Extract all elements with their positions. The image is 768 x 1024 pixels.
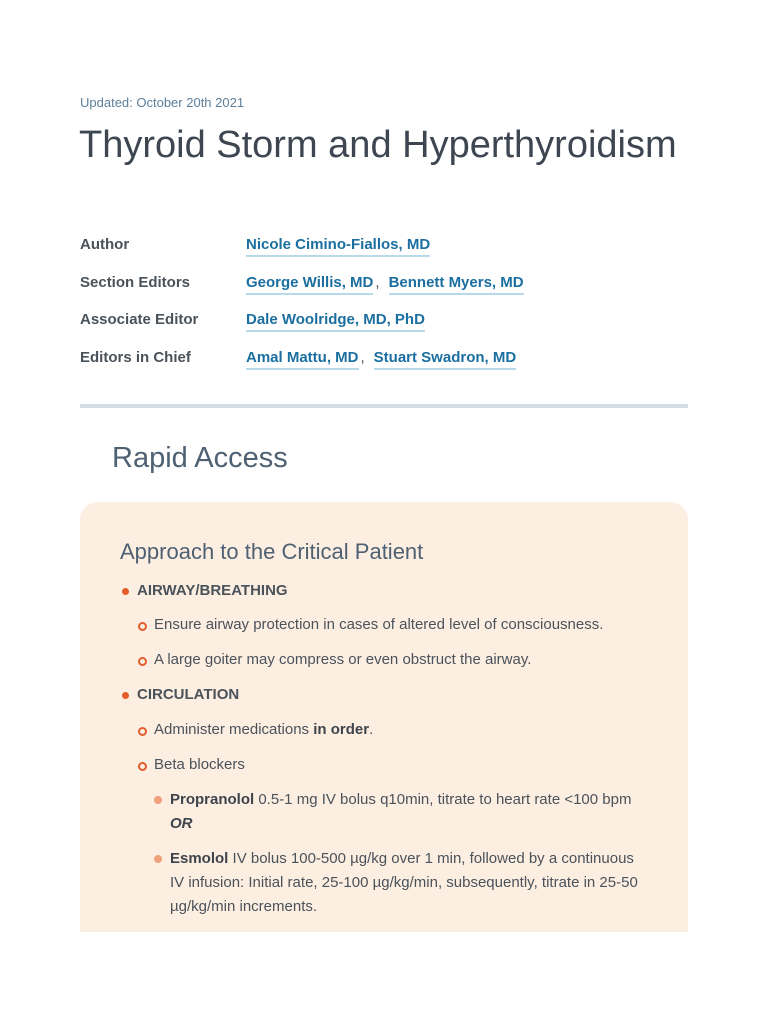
credit-names [246,311,425,328]
list-item-text: IV bolus 100-500 µg/kg over 1 min, followed by a continuous IV infusion: Initial rate, 25-100 µg/kg/min, subsequently, titrate in 25-50 µg/kg/min increments. [170,850,638,915]
editor-in-chief-link[interactable]: Amal Mattu, MD [246,349,359,370]
credit-row-editors-in-chief [80,349,688,387]
emphasis-text: in order [313,721,370,738]
associate-editor-link[interactable]: Dale Woolridge, MD, PhD [246,311,425,332]
bullet-ring-icon [138,622,147,631]
bullet-dot-icon [122,692,129,699]
emphasis-text: OR [170,815,193,832]
bullet-ring-icon [138,762,147,771]
list-item-label: AIRWAY/BREATHING [137,582,288,599]
credit-label: Editors in Chief [80,349,191,367]
credit-names [246,349,516,366]
credit-row-author [80,236,688,274]
credit-label: Section Editors [80,273,191,291]
list-item-text: Ensure airway protection in cases of altered level of consciousness. [154,616,604,633]
drug-name: Propranolol [170,791,255,808]
list-item-text: . [369,721,374,738]
credit-names [246,236,430,253]
credit-label: Associate Editor [80,311,199,329]
list-item-esmolol [170,847,640,919]
list-item-circulation [137,683,657,707]
list-item-text: Beta blockers [154,756,245,773]
card-title: Approach to the Critical Patient [120,539,424,564]
list-item [154,718,664,742]
author-link[interactable]: Nicole Cimino-Fiallos, MD [246,236,430,257]
editor-in-chief-link[interactable]: Stuart Swadron, MD [374,349,517,370]
bullet-ring-icon [138,727,147,736]
bullet-dot-icon [154,855,162,863]
name-separator: , [375,273,380,291]
bullet-ring-icon [138,657,147,666]
list-item-text: A large goiter may compress or even obstruct the airway. [154,651,532,668]
list-item [154,648,664,672]
list-item-text: Administer medications [154,721,314,738]
credits-table [80,236,688,387]
bullet-dot-icon [122,588,129,595]
list-item-text: 0.5-1 mg IV bolus q10min, titrate to heart rate <100 bpm [254,791,632,808]
credit-names [246,274,524,291]
section-editor-link[interactable]: Bennett Myers, MD [389,274,524,295]
updated-date: Updated: October 20th 2021 [80,95,245,110]
credit-row-associate-editor [80,311,688,349]
credit-label: Author [80,236,130,253]
list-item-propranolol [170,788,640,836]
drug-name: Esmolol [170,850,229,867]
section-divider [80,404,688,408]
name-separator: , [360,349,365,367]
list-item-label: CIRCULATION [137,686,240,703]
page-title: Thyroid Storm and Hyperthyroidism [79,124,677,166]
list-item-airway [137,579,657,603]
list-item [154,613,664,637]
list-item [154,753,664,777]
bullet-dot-icon [154,796,162,804]
section-editor-link[interactable]: George Willis, MD [246,274,373,295]
critical-patient-card [80,502,688,932]
credit-row-section-editors [80,274,688,312]
rapid-access-heading: Rapid Access [112,442,288,474]
